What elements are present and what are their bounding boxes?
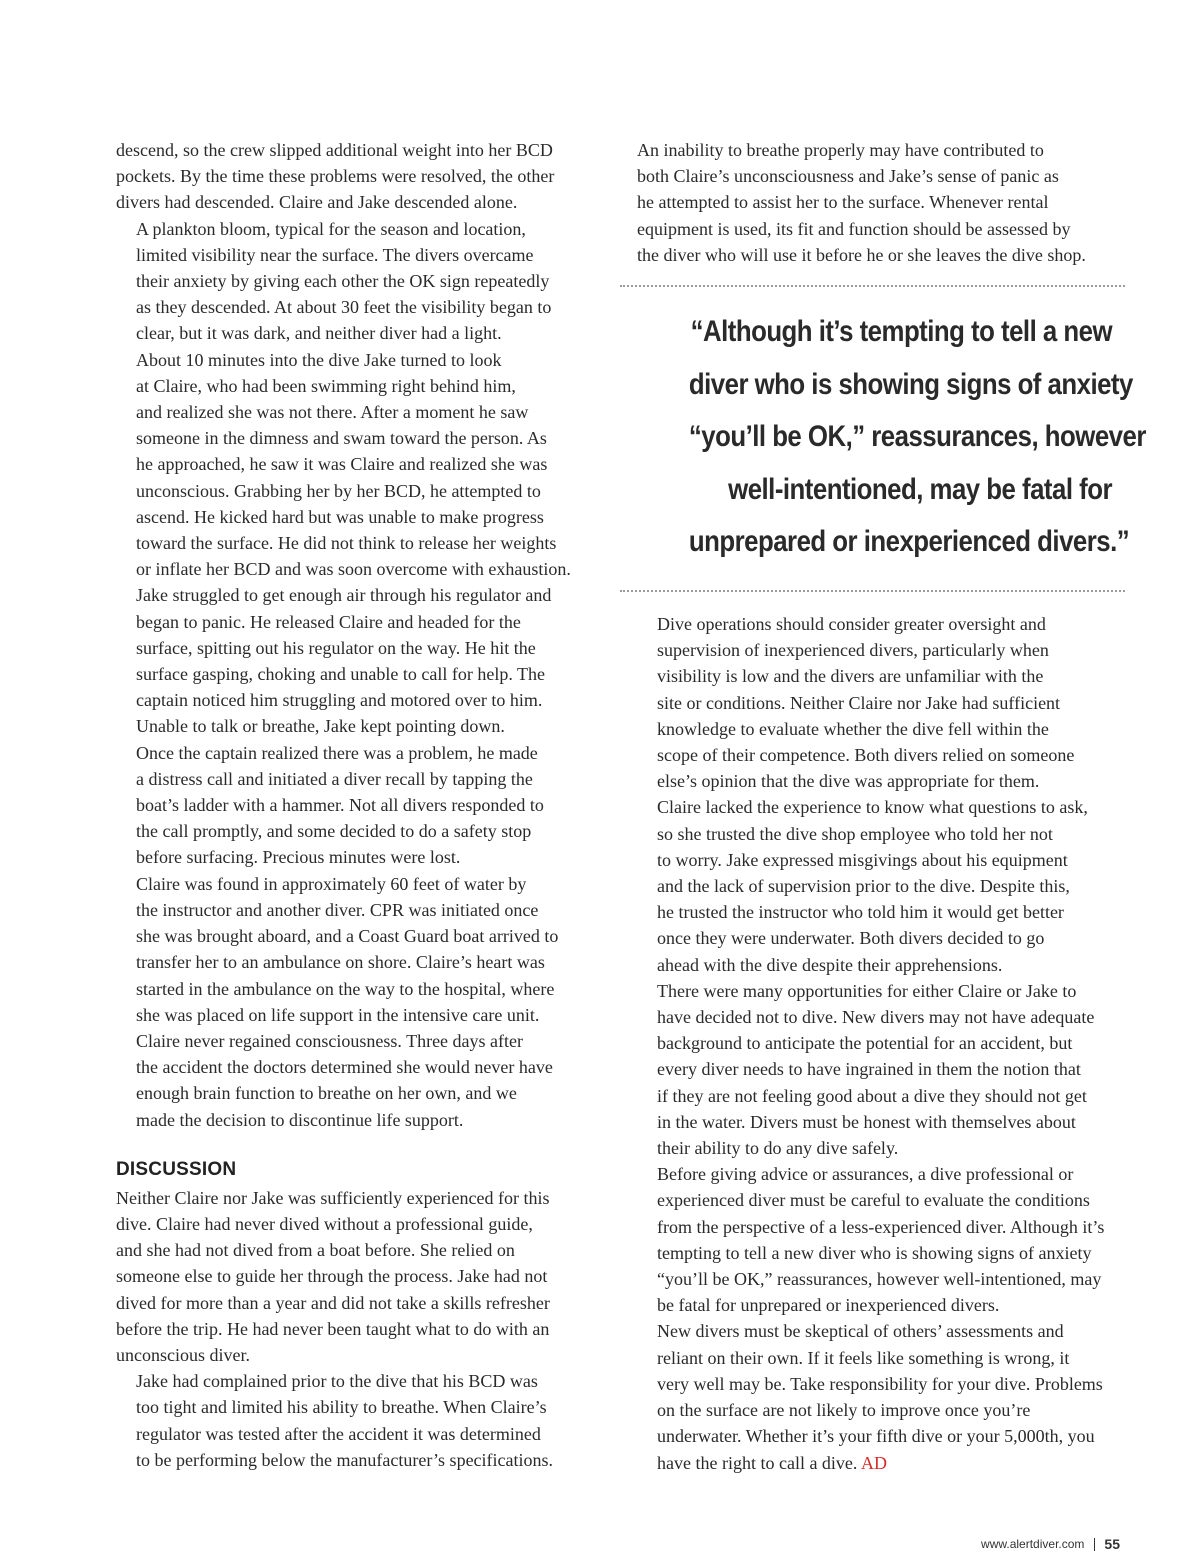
text-line: dive. Claire had never dived without a professional guide,	[116, 1213, 533, 1234]
text-line: as they descended. At about 30 feet the visibility began to	[136, 297, 552, 318]
text-line: surface, spitting out his regulator on the way. He hit the	[136, 637, 536, 658]
text-line: Claire never regained consciousness. Three days after	[136, 1030, 524, 1051]
text-line: descend, so the crew slipped additional weight into her BCD	[116, 140, 553, 160]
footer-separator	[1094, 1538, 1095, 1551]
paragraph	[637, 978, 1127, 1161]
text-line: else’s opinion that the dive was appropriate for them.	[657, 771, 1040, 792]
text-line: Claire lacked the experience to know what questions to ask,	[657, 797, 1088, 818]
text-line: visibility is low and the divers are unfamiliar with the	[657, 666, 1044, 687]
text-line: site or conditions. Neither Claire nor Jake had sufficient	[657, 692, 1061, 713]
text-line: Jake struggled to get enough air through his regulator and	[136, 585, 552, 606]
text-line: “Although it’s tempting to tell a new	[690, 315, 1112, 348]
divider-top	[620, 285, 1125, 287]
text-line: their anxiety by giving each other the OK sign repeatedly	[136, 271, 550, 292]
text-line: and the lack of supervision prior to the dive. Despite this,	[657, 876, 1070, 897]
paragraph	[116, 1368, 606, 1473]
text-line: toward the surface. He did not think to release her weights	[136, 533, 557, 554]
paragraph-final	[637, 1318, 1127, 1475]
text-line: regulator was tested after the accident it was determined	[136, 1423, 541, 1444]
text-line: she was brought aboard, and a Coast Guard boat arrived to	[136, 926, 559, 947]
text-line: About 10 minutes into the dive Jake turned to look	[136, 349, 502, 370]
text-line: someone else to guide her through the process. Jake had not	[116, 1266, 548, 1287]
text-line: and she had not dived from a boat before. She relied on	[116, 1240, 515, 1261]
text-line: pockets. By the time these problems were resolved, the other	[116, 166, 555, 187]
text-line: and realized she was not there. After a moment he saw	[136, 402, 529, 423]
text-line: Neither Claire nor Jake was sufficiently experienced for this	[116, 1187, 550, 1208]
text-line: Dive operations should consider greater oversight and	[657, 614, 1046, 634]
page-footer	[981, 1536, 1120, 1552]
text-line: reliant on their own. If it feels like something is wrong, it	[657, 1347, 1070, 1368]
text-line: diver who is showing signs of anxiety	[688, 367, 1133, 401]
text-line: at Claire, who had been swimming right behind him,	[136, 375, 516, 396]
text-line: he attempted to assist her to the surface. Whenever rental	[637, 192, 1049, 213]
text-line: Once the captain realized there was a problem, he made	[136, 742, 538, 763]
paragraph	[637, 137, 1127, 268]
text-line: have the right to call a dive. AD	[657, 1452, 887, 1473]
text-line: on the surface are not likely to improve once you’re	[657, 1400, 1031, 1421]
text-line: if they are not feeling good about a dive they should not get	[657, 1085, 1087, 1106]
left-column	[116, 137, 606, 1473]
text-line: from the perspective of a less-experienced diver. Although it’s	[657, 1216, 1105, 1237]
text-line: before the trip. He had never been taught what to do with an	[116, 1318, 550, 1339]
paragraph	[116, 347, 606, 740]
text-line: both Claire’s unconsciousness and Jake’s sense of panic as	[637, 166, 1059, 187]
text-line: once they were underwater. Both divers decided to go	[657, 928, 1045, 949]
text-line: enough brain function to breathe on her own, and we	[136, 1083, 517, 1104]
text-line: very well may be. Take responsibility for your dive. Problems	[657, 1373, 1103, 1394]
text-line: underwater. Whether it’s your fifth dive or your 5,000th, you	[657, 1426, 1095, 1447]
text-line: equipment is used, its fit and function should be assessed by	[637, 218, 1071, 239]
text-line: transfer her to an ambulance on shore. Claire’s heart was	[136, 952, 545, 973]
text-line: scope of their competence. Both divers relied on someone	[657, 745, 1075, 766]
paragraph	[116, 740, 606, 871]
text-line: unconscious. Grabbing her by her BCD, he attempted to	[136, 480, 541, 501]
text-line: every diver needs to have ingrained in them the notion that	[657, 1059, 1081, 1080]
pull-quote	[688, 306, 1146, 569]
text-line: There were many opportunities for either Claire or Jake to	[657, 980, 1077, 1001]
text-line: tempting to tell a new diver who is showing signs of anxiety	[657, 1242, 1092, 1263]
text-line: she was placed on life support in the intensive care unit.	[136, 1004, 540, 1025]
text-line: too tight and limited his ability to breathe. When Claire’s	[136, 1397, 547, 1418]
text-line: background to anticipate the potential for an accident, but	[657, 1033, 1073, 1054]
text-line: he approached, he saw it was Claire and realized she was	[136, 454, 548, 475]
text-line: the accident the doctors determined she would never have	[136, 1057, 553, 1078]
text-line: began to panic. He released Claire and headed for the	[136, 611, 521, 632]
text-line: experienced diver must be careful to evaluate the conditions	[657, 1190, 1090, 1211]
paragraph	[116, 137, 606, 216]
text-line: so she trusted the dive shop employee who told her not	[657, 823, 1053, 844]
paragraph	[637, 1161, 1127, 1318]
text-line: or inflate her BCD and was soon overcome with exhaustion.	[136, 559, 571, 580]
text-line: the diver who will use it before he or she leaves the dive shop.	[637, 244, 1086, 265]
text-line: before surfacing. Precious minutes were lost.	[136, 847, 461, 868]
text-line: surface gasping, choking and unable to call for help. The	[136, 664, 546, 685]
text-line: supervision of inexperienced divers, particularly when	[657, 640, 1049, 661]
text-line: unconscious diver.	[116, 1344, 250, 1365]
text-line: Before giving advice or assurances, a dive professional or	[657, 1164, 1074, 1185]
paragraph	[637, 611, 1127, 978]
text-line: made the decision to discontinue life support.	[136, 1109, 464, 1130]
divider-bottom	[620, 590, 1125, 592]
right-column-top	[637, 137, 1127, 268]
text-line: An inability to breathe properly may have contributed to	[637, 140, 1044, 160]
text-line: have decided not to dive. New divers may not have adequate	[657, 1007, 1095, 1028]
text-line: New divers must be skeptical of others’ assessments and	[657, 1321, 1064, 1342]
text-line: Unable to talk or breathe, Jake kept pointing down.	[136, 716, 505, 737]
paragraph	[116, 1185, 606, 1368]
text-line: a distress call and initiated a diver recall by tapping the	[136, 768, 533, 789]
text-line: knowledge to evaluate whether the dive fell within the	[657, 718, 1049, 739]
text-line: the instructor and another diver. CPR was initiated once	[136, 899, 539, 920]
section-heading: DISCUSSION	[116, 1158, 237, 1180]
text-line: unprepared or inexperienced divers.”	[688, 525, 1130, 559]
text-line: ahead with the dive despite their apprehensions.	[657, 954, 1003, 975]
text-line: their ability to do any dive safely.	[657, 1138, 899, 1159]
text-line: limited visibility near the surface. The divers overcame	[136, 244, 534, 265]
text-line: to worry. Jake expressed misgivings about his equipment	[657, 849, 1068, 870]
paragraph	[116, 1028, 606, 1133]
text-line: well-intentioned, may be fatal for	[728, 472, 1112, 506]
text-line: ascend. He kicked hard but was unable to make progress	[136, 506, 544, 527]
website-link[interactable]: www.alertdiver.com	[981, 1537, 1085, 1551]
text-line: clear, but it was dark, and neither diver had a light.	[136, 323, 502, 344]
text-line: to be performing below the manufacturer’s specifications.	[136, 1449, 554, 1470]
text-line: “you’ll be OK,” reassurances, however	[688, 420, 1146, 454]
text-line: divers had descended. Claire and Jake descended alone.	[116, 192, 518, 213]
text-line: “you’ll be OK,” reassurances, however well-intentioned, may	[657, 1269, 1102, 1290]
text-line: started in the ambulance on the way to the hospital, where	[136, 978, 555, 999]
text-line: be fatal for unprepared or inexperienced divers.	[657, 1295, 1000, 1316]
end-mark: AD	[857, 1452, 887, 1473]
right-column-bottom	[637, 611, 1127, 1476]
text-line: Jake had complained prior to the dive that his BCD was	[136, 1371, 538, 1392]
text-line: someone in the dimness and swam toward the person. As	[136, 428, 547, 449]
text-line: in the water. Divers must be honest with themselves about	[657, 1111, 1076, 1132]
text-line: captain noticed him struggling and motored over to him.	[136, 690, 543, 711]
paragraph	[116, 871, 606, 1028]
text-line: A plankton bloom, typical for the season and location,	[136, 218, 526, 239]
text-line: the call promptly, and some decided to do a safety stop	[136, 821, 532, 842]
text-line: boat’s ladder with a hammer. Not all divers responded to	[136, 795, 544, 816]
page-number: 55	[1104, 1536, 1120, 1552]
text-line: he trusted the instructor who told him it would get better	[657, 902, 1064, 923]
text-line: dived for more than a year and did not take a skills refresher	[116, 1292, 550, 1313]
paragraph	[116, 216, 606, 347]
text-line: Claire was found in approximately 60 feet of water by	[136, 873, 527, 894]
